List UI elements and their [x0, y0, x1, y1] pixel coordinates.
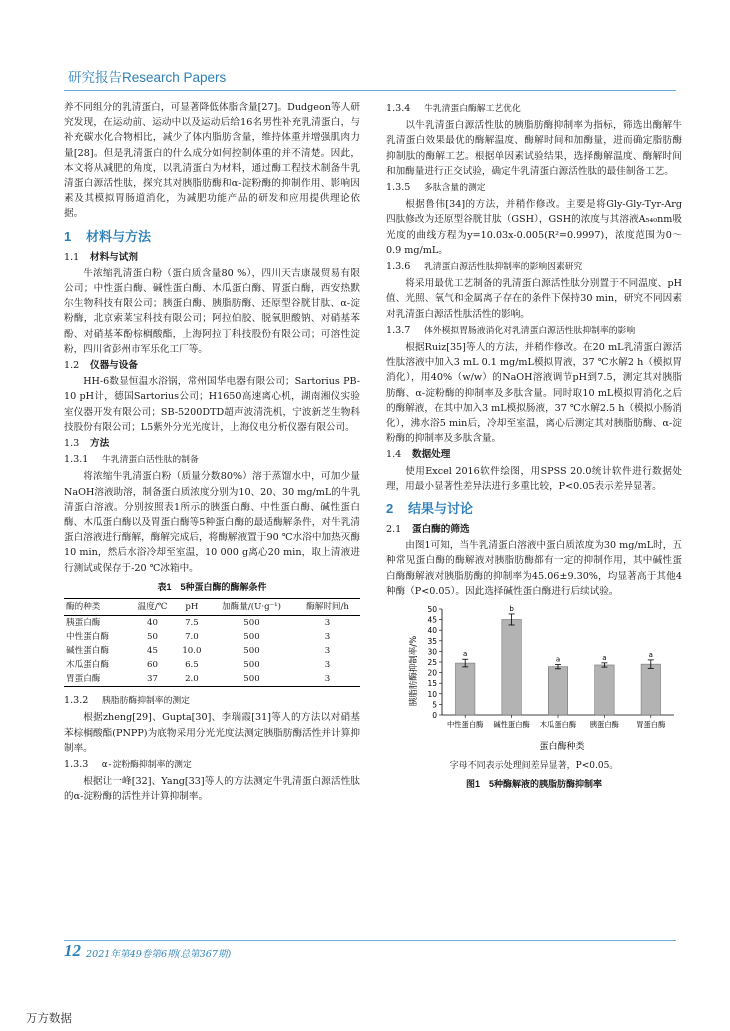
chart-x-tick-label: 胃蛋白酶	[636, 720, 666, 730]
subsection-title: 材料与试剂	[90, 251, 138, 263]
peptide-content-paragraph: 根据鲁伟[34]的方法，并稍作修改。主要是将Gly-Gly-Tyr-Arg四肽修改为还原型谷胱甘肽（GSH），GSH的浓度与其溶液A₅₄₀nm吸光度的曲线方程为y=10.03x-0.005(R²=0.9997)，浓度范围为0～0.9 mg/mL。	[386, 199, 682, 256]
subsection-1-1-heading	[64, 250, 360, 265]
table-cell: 40	[147, 618, 158, 629]
subsection-title: 多肽含量的测定	[424, 183, 486, 194]
enzyme-screening-paragraph: 由图1可知，当牛乳清蛋白溶液中蛋白质浓度为30 mg/mL时，五种常见蛋白酶的酶解液对胰脂肪酶都有一定的抑制作用，其中碱性蛋白酶酶解液对胰脂肪酶的抑制率为45.06±9.30%，均显著高于其他4种酶（P<0.05）。因此选择碱性蛋白酶进行后续试验。	[386, 540, 682, 597]
section-title: 结果与讨论	[408, 501, 474, 517]
subsection-number: 1.3.4	[386, 103, 411, 114]
subsection-title: 方法	[90, 438, 110, 450]
subsection-title: 乳清蛋白源活性肽抑制率的影响因素研究	[424, 262, 583, 273]
subsection-1-3-3-heading	[64, 757, 360, 773]
subsection-1-3-2-heading	[64, 693, 360, 709]
chart-y-tick-label: 25	[427, 658, 437, 668]
table-cell: 10.0	[182, 646, 202, 657]
table-cell: 500	[243, 660, 260, 671]
table-row	[64, 672, 360, 687]
subsection-1-3-1-heading	[64, 452, 360, 468]
instruments-paragraph: HH-6数显恒温水浴锅，常州国华电器有限公司；Sartorius PB-10 pH计，德国Sartorius公司；H1650高速离心机，湖南湘仪实验室仪器开发有限公司；SB-5200DTD超声波清洗机，宁波新芝生物科技股份有限公司；L5紫外分光光度计，上海仪电分析仪器有限公司。	[64, 376, 360, 433]
section-2-heading	[386, 500, 682, 518]
subsection-title: 体外模拟胃肠液消化对乳清蛋白源活性肽抑制率的影响	[424, 325, 636, 336]
chart-x-axis-label: 蛋白酶种类	[539, 742, 585, 753]
chart-significance-letter: a	[602, 653, 607, 662]
subsection-1-3-4-heading	[386, 101, 682, 117]
lipase-method-paragraph: 根据zheng[29]、Gupta[30]、李瑞霞[31]等人的方法以对硝基苯棕榈酸酯(PNPP)为底物采用分光光度法测定胰脂肪酶活性并计算抑制率。	[64, 712, 360, 754]
preparation-paragraph: 将浓缩牛乳清蛋白粉（质量分数80%）溶于蒸馏水中，可加少量NaOH溶液助溶，制备蛋白质浓度分别为10、20、30 mg/mL的牛乳清蛋白溶液。分别按照表1所示的胰蛋白酶、中性蛋白酶、碱性蛋白酶、木瓜蛋白酶以及胃蛋白酶等5种蛋白酶的最适酶解条件，对牛乳清蛋白溶液进行酶解，酶解完成后，将酶解液置于90 ℃水浴中加热灭酶10 min，然后水浴冷却至室温，10 000 g离心20 min，取上清液进行测试或保存于-20 ℃冰箱中。	[64, 471, 360, 574]
figure-note: 字母不同表示处理间差异显著，P<0.05。	[449, 761, 619, 772]
chart-bar	[595, 665, 614, 715]
intro-paragraph: 养不同组分的乳清蛋白，可显著降低体脂含量[27]。Dudgeon等人研究发现，在运动前、运动中以及运动后给16名男性补充乳清蛋白，与补充碳水化合物相比，减少了体内脂肪含量，维持体重并增强肌肉力量[28]。但是乳清蛋白的什么成分如何控制体重的并不清楚。因此，本文将从减肥的角度，以乳清蛋白为材料，通过酶工程技术制备牛乳清蛋白源活性肽，探究其对胰脂肪酶和α-淀粉酶的抑制作用、影响因素及其模拟胃肠道消化，为减肥功能产品的研发和应用提供理论依据。	[64, 102, 360, 220]
subsection-title: 蛋白酶的筛选	[412, 524, 470, 536]
subsection-number: 1.3	[64, 438, 80, 450]
table-header-cell: pH	[176, 599, 208, 616]
table-cell: 木瓜蛋白酶	[66, 660, 109, 671]
chart-y-tick-label: 10	[427, 689, 437, 699]
chart-significance-letter: a	[648, 650, 653, 659]
chart-y-axis-label: 胰脂肪酶抑制率/%	[409, 635, 419, 707]
subsection-title: α-淀粉酶抑制率的测定	[102, 759, 192, 770]
chart-y-tick-label: 5	[432, 700, 437, 710]
table-row	[64, 658, 360, 672]
issue-info: 2021年第49卷第6期(总第367期)	[86, 949, 232, 960]
chart-significance-letter: a	[555, 655, 561, 664]
table-cell: 6.5	[185, 660, 199, 671]
chart-y-tick-label: 0	[432, 711, 437, 721]
subsection-number: 1.3.1	[64, 454, 89, 466]
chart-bar	[548, 667, 567, 715]
chart-y-tick-label: 35	[427, 636, 437, 646]
table-cell: 3	[324, 646, 331, 657]
optimization-paragraph: 以牛乳清蛋白源活性肽的胰脂肪酶抑制率为指标，筛选出酶解牛乳清蛋白效果最优的酶解温度、酶解时间和加酶量，进而确定脂肪酶抑制肽的酶解工艺。根据单因素试验结果，选择酶解温度、酶解时间和加酶量进行正交试验，确定牛乳清蛋白源活性肽的最佳制备工艺。	[386, 120, 682, 177]
table-header-cell: 温度/℃	[129, 599, 176, 616]
table-cell: 500	[243, 632, 260, 643]
chart-bar	[455, 663, 474, 715]
subsection-1-3-5-heading	[386, 180, 682, 196]
subsection-number: 1.3.6	[386, 261, 411, 273]
table-cell: 3	[324, 618, 331, 629]
table-cell: 3	[324, 660, 331, 671]
data-processing-paragraph: 使用Excel 2016软件绘图，用SPSS 20.0统计软件进行数据处理，用最小显著性差异法进行多重比较，P<0.05表示差异显著。	[386, 465, 682, 492]
chart-x-tick-label: 碱性蛋白酶	[493, 720, 530, 730]
subsection-title: 牛乳清蛋白活性肽的制备	[102, 455, 199, 466]
materials-paragraph: 牛浓缩乳清蛋白粉（蛋白质含量80 %），四川天吉康晟贸易有限公司；中性蛋白酶、碱性蛋白酶、木瓜蛋白酶、胃蛋白酶，西安热默尔生物科技有限公司；胰蛋白酶、胰脂肪酶、还原型谷胱甘肽、α-淀粉酶，北京索莱宝科技有限公司；阿拉伯胶、脱氧胆酸钠、对硝基苯酚、对硝基苯酚棕榈酸酯，上海阿拉丁科技股份有限公司；可溶性淀粉，四川省彭州市军乐化工厂等。	[64, 267, 360, 355]
table-cell: 3	[324, 632, 331, 643]
subsection-1-3-7-heading	[386, 323, 682, 339]
subsection-title: 数据处理	[412, 449, 451, 461]
digestion-paragraph: 根据Ruiz[35]等人的方法，并稍作修改。在20 mL乳清蛋白源活性肽溶液中加入3 mL 0.1 mg/mL模拟胃液，37 ℃水解2 h（模拟胃消化），用40%（w/w）的NaOH溶液调节pH到7.5，测定其对胰脂肪酶、α-淀粉酶的抑制率及多肽含量。同时取10 mL模拟胃消化之后的酶解液，在其中加入3 mL模拟肠液，37 ℃水解2.5 h（模拟小肠消化），沸水浴5 min后，冷却至室温，离心后测定其对胰脂肪酶、α-淀粉酶的抑制率及多肽含量。	[386, 342, 682, 445]
chart-significance-letter: a	[463, 650, 468, 659]
table-header-cell: 加酶量/(U·g⁻¹)	[208, 599, 295, 616]
subsection-number: 1.1	[64, 251, 80, 263]
table-cell: 2.0	[176, 672, 208, 687]
amylase-method-paragraph: 根据让一峰[32]、Yang[33]等人的方法测定牛乳清蛋白源活性肽的α-淀粉酶的活性并计算抑制率。	[64, 776, 360, 803]
subsection-1-3-6-heading	[386, 259, 682, 275]
table-cell: 7.5	[185, 618, 199, 629]
subsection-2-1-heading	[386, 522, 682, 537]
chart-y-tick-label: 40	[427, 626, 437, 636]
table-header-row	[64, 599, 360, 616]
subsection-title: 仪器与设备	[90, 360, 138, 372]
table-cell: 500	[243, 618, 260, 629]
table-cell: 60	[147, 660, 158, 671]
subsection-1-3-heading	[64, 436, 360, 451]
influence-factors-paragraph: 将采用最优工艺制备的乳清蛋白源活性肽分别置于不同温度、pH值、光照、氧气和金属离子存在的条件下保持30 min，研究不同因素对乳清蛋白源活性肽活性的影响。	[386, 278, 682, 320]
subsection-number: 1.2	[64, 360, 80, 372]
enzyme-conditions-table	[64, 598, 360, 687]
section-number: 2	[386, 501, 394, 517]
chart-y-tick-label: 45	[427, 615, 437, 625]
table-row	[64, 616, 360, 631]
watermark-text: 万方数据	[26, 1011, 72, 1025]
subsection-1-4-heading	[386, 447, 682, 462]
table-cell: 3	[295, 672, 360, 687]
header-divider	[64, 90, 676, 91]
figure-1-caption: 图1 5种酶解液的胰脂肪酶抑制率	[465, 778, 602, 789]
left-column	[64, 100, 360, 805]
subsection-number: 1.3.7	[386, 324, 411, 336]
chart-x-tick-label: 木瓜蛋白酶	[539, 720, 577, 730]
section-number: 1	[64, 228, 72, 244]
table-cell: 中性蛋白酶	[66, 632, 109, 643]
chart-x-tick-label: 中性蛋白酶	[446, 720, 484, 730]
figure-1	[386, 603, 682, 792]
table-row	[64, 630, 360, 644]
chart-y-tick-label: 50	[427, 605, 437, 615]
subsection-number: 1.3.2	[64, 695, 89, 707]
chart-y-tick-label: 30	[427, 647, 437, 657]
table-cell: 500	[243, 646, 260, 657]
chart-y-tick-label: 15	[427, 679, 437, 689]
chart-bar	[641, 664, 660, 715]
subsection-number: 2.1	[386, 524, 402, 536]
table-cell: 碱性蛋白酶	[66, 646, 109, 657]
table-header-cell: 酶的种类	[64, 599, 129, 616]
page-number: 12	[64, 941, 81, 960]
table-cell: 500	[208, 672, 295, 687]
section-title: 材料与方法	[86, 228, 152, 244]
subsection-number: 1.3.5	[386, 182, 411, 194]
chart-y-tick-label: 20	[427, 668, 437, 678]
subsection-1-2-heading	[64, 358, 360, 373]
table-cell: 45	[147, 646, 158, 657]
section-1-heading	[64, 228, 360, 246]
subsection-number: 1.3.3	[64, 758, 89, 770]
subsection-title: 胰脂肪酶抑制率的测定	[102, 696, 190, 707]
table-cell: 胃蛋白酶	[64, 672, 129, 687]
table-cell: 7.0	[185, 632, 199, 643]
subsection-title: 牛乳清蛋白酶解工艺优化	[424, 104, 521, 114]
chart-significance-letter: b	[509, 605, 514, 614]
subsection-number: 1.4	[386, 449, 402, 461]
table-cell: 37	[129, 672, 176, 687]
chart-x-tick-label: 胰蛋白酶	[589, 720, 619, 730]
table-header-cell: 酶解时间/h	[295, 599, 360, 616]
chart-bar	[502, 620, 521, 716]
journal-section-title: 研究报告Research Papers	[68, 70, 227, 85]
right-column	[386, 100, 682, 792]
table-row	[64, 644, 360, 658]
table-cell: 50	[147, 632, 158, 643]
table-cell: 胰蛋白酶	[66, 618, 101, 629]
footer-divider	[64, 940, 676, 941]
table-1-caption: 表1 5种蛋白酶的酶解条件	[157, 581, 267, 592]
lipase-inhibition-bar-chart	[386, 603, 682, 753]
